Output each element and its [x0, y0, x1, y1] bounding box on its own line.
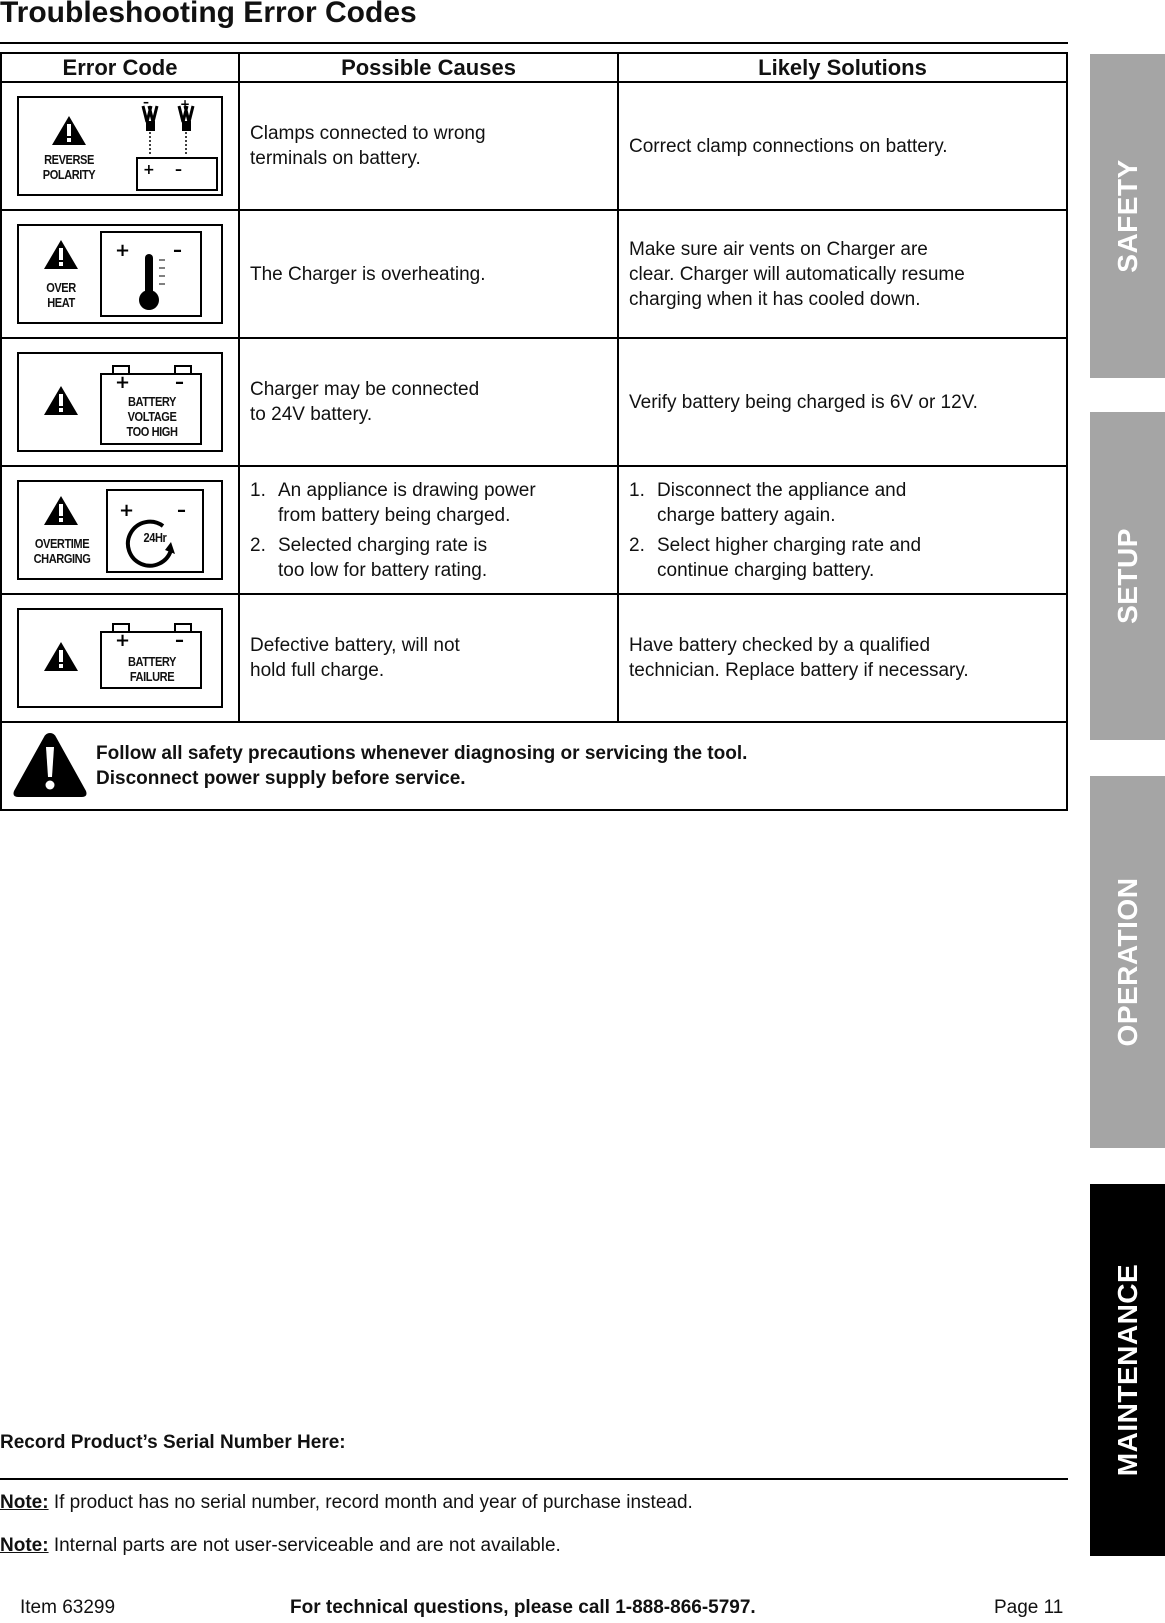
battery-failure-icon [17, 608, 223, 708]
list-text [278, 478, 536, 528]
solution-line: Verify battery being charged is 6V or 12V. [629, 391, 978, 413]
header-error-code: Error Code [1, 53, 239, 82]
tab-setup[interactable] [1090, 412, 1165, 740]
cause-line: An appliance is drawing power [278, 479, 536, 501]
icon-label [32, 536, 92, 566]
list-number: 1. [250, 479, 266, 501]
cause-line: terminals on battery. [250, 148, 421, 169]
note-text: If product has no serial number, record month and year of purchase instead. [48, 1492, 693, 1513]
cause-line: Defective battery, will not [250, 635, 460, 656]
warning-line: Disconnect power supply before service. [96, 768, 466, 789]
icon-label-line: OVERTIME [34, 536, 90, 551]
icon-label [30, 152, 108, 182]
warning-line: Follow all safety precautions whenever diagnosing or servicing the tool. [96, 743, 748, 764]
icon-label-line: FAILURE [129, 669, 175, 684]
icon-label-line: VOLTAGE [127, 409, 177, 424]
svg-text:+: + [119, 500, 135, 521]
icon-label-line: OVER [46, 280, 76, 295]
icon-label-line: CHARGING [33, 551, 91, 566]
icon-badge-24hr: 24Hr [143, 530, 167, 545]
causes-cell [239, 82, 618, 210]
svg-text:+: + [180, 98, 191, 111]
header-likely-solutions: Likely Solutions [618, 53, 1067, 82]
error-code-cell [1, 82, 239, 210]
svg-text:+: + [143, 162, 155, 178]
list-text [278, 533, 487, 583]
list-item [250, 533, 607, 583]
serial-number-line [0, 1478, 1068, 1480]
error-code-cell [1, 338, 239, 466]
table-row [1, 338, 1067, 466]
tab-maintenance[interactable] [1090, 1184, 1165, 1556]
solutions-list [629, 478, 1056, 583]
over-heat-icon [17, 224, 223, 324]
error-code-cell [1, 466, 239, 594]
tab-label: SAFETY [1111, 159, 1143, 273]
list-number: 2. [250, 534, 266, 556]
svg-text:+: + [115, 630, 131, 651]
note [0, 1492, 693, 1514]
overtime-charging-icon [17, 480, 223, 580]
cause-line: Selected charging rate is [278, 534, 488, 556]
solution-line: Correct clamp connections on battery. [629, 135, 948, 157]
causes-cell [239, 338, 618, 466]
icon-label-line: BATTERY [128, 394, 176, 409]
solutions-cell [618, 466, 1067, 594]
list-item [250, 478, 607, 528]
svg-text:–: – [175, 162, 182, 178]
tab-label: SETUP [1111, 528, 1143, 624]
cause-line: Charger may be connected [250, 379, 480, 400]
page-title: Troubleshooting Error Codes [0, 0, 417, 29]
cause-line: hold full charge. [250, 660, 385, 681]
solutions-cell [618, 82, 1067, 210]
footer-contact: For technical questions, please call 1-888-866-5797. [290, 1597, 756, 1618]
tab-operation[interactable] [1090, 776, 1165, 1148]
note-prefix: Note: [0, 1535, 49, 1556]
svg-text:–: – [175, 372, 184, 393]
icon-label-line: HEAT [47, 295, 75, 310]
solutions-cell [618, 594, 1067, 722]
solution-line: continue charging battery. [657, 559, 875, 581]
cause-line: Clamps connected to wrong [250, 123, 486, 144]
reverse-polarity-icon [17, 96, 223, 196]
table-header-row [1, 53, 1067, 82]
note [0, 1535, 561, 1557]
list-text [657, 478, 906, 528]
list-number: 2. [629, 534, 645, 556]
solution-line: charging when it has cooled down. [629, 288, 921, 310]
solution-line: Make sure air vents on Charger are [629, 238, 928, 260]
cause-line: from battery being charged. [278, 504, 511, 526]
battery-voltage-too-high-icon [17, 352, 223, 452]
tab-label: MAINTENANCE [1111, 1263, 1143, 1477]
icon-label-line: TOO HIGH [126, 424, 178, 439]
note-prefix: Note: [0, 1492, 49, 1513]
serial-number-label: Record Product’s Serial Number Here: [0, 1432, 346, 1453]
svg-text:–: – [173, 240, 182, 261]
table-row [1, 210, 1067, 338]
icon-label [37, 280, 85, 310]
solutions-cell [618, 338, 1067, 466]
solution-line: Select higher charging rate and [657, 534, 922, 556]
footer-item-number: Item 63299 [20, 1597, 116, 1618]
solution-line: Disconnect the appliance and [657, 479, 907, 501]
icon-label [119, 654, 185, 684]
note-text: Internal parts are not user-serviceable and are not available. [48, 1535, 561, 1556]
causes-list [250, 478, 607, 583]
icon-label [119, 394, 185, 439]
list-item [629, 533, 1056, 583]
tab-safety[interactable] [1090, 54, 1165, 378]
svg-text:–: – [143, 98, 149, 109]
warning-text [96, 741, 747, 791]
warning-icon [12, 731, 88, 799]
svg-text:–: – [177, 500, 186, 521]
warning-row [1, 722, 1067, 810]
cause-line: to 24V battery. [250, 404, 373, 425]
solution-line: Have battery checked by a qualified [629, 635, 931, 656]
header-possible-causes: Possible Causes [239, 53, 618, 82]
causes-cell [239, 210, 618, 338]
table-row [1, 466, 1067, 594]
icon-label-line: POLARITY [42, 167, 96, 182]
svg-text:–: – [175, 630, 184, 651]
tab-label: OPERATION [1111, 877, 1143, 1047]
solution-line: clear. Charger will automatically resume [629, 263, 965, 285]
list-text [657, 533, 921, 583]
warning-cell [1, 722, 1067, 810]
error-code-cell [1, 594, 239, 722]
error-code-cell [1, 210, 239, 338]
list-item [629, 478, 1056, 528]
icon-label-line: BATTERY [128, 654, 176, 669]
table-row [1, 594, 1067, 722]
list-number: 1. [629, 479, 645, 501]
solutions-cell [618, 210, 1067, 338]
error-codes-table [0, 52, 1068, 811]
svg-text:+: + [115, 240, 131, 261]
icon-label-line: REVERSE [44, 152, 94, 167]
table-row [1, 82, 1067, 210]
cause-line: The Charger is overheating. [250, 263, 486, 285]
causes-cell [239, 466, 618, 594]
svg-text:+: + [115, 372, 131, 393]
footer-page-number: Page 11 [994, 1597, 1064, 1618]
solution-line: technician. Replace battery if necessary. [629, 660, 969, 681]
cause-line: too low for battery rating. [278, 559, 488, 581]
title-rule [0, 42, 1068, 44]
solution-line: charge battery again. [657, 504, 836, 526]
causes-cell [239, 594, 618, 722]
